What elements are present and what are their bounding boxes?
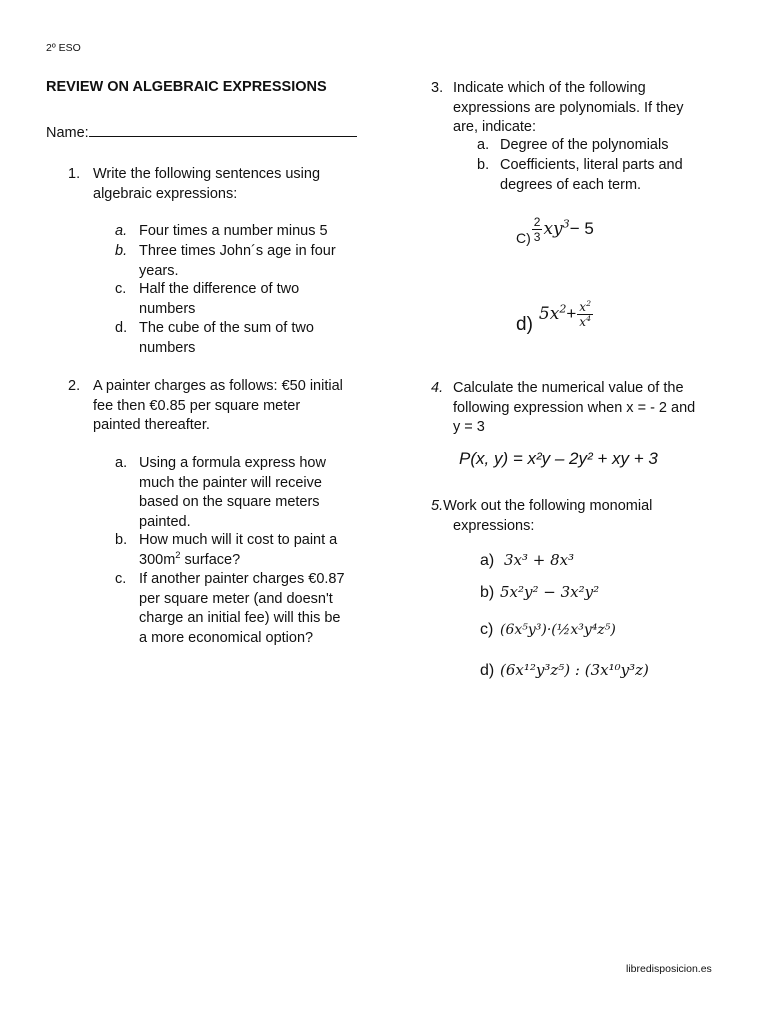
page-title: REVIEW ON ALGEBRAIC EXPRESSIONS bbox=[46, 79, 327, 95]
q1b-text: Three times John´s age in four years. bbox=[139, 243, 336, 279]
q2-text: A painter charges as follows: €50 initial fee then €0.85 per square meter painted thereafter. bbox=[93, 378, 343, 433]
q2c-text: If another painter charges €0.87 per square meter (and doesn't charge an initial fee) will this be a more economical option? bbox=[139, 571, 345, 646]
q2b-text: How much will it cost to paint a $300m^2$ surface? bbox=[139, 532, 338, 568]
q5-item-a: a) 3x³ + 8x³ bbox=[480, 551, 575, 569]
q2-number: 2. bbox=[68, 378, 81, 394]
q3-number: 3. bbox=[431, 80, 444, 96]
q5-text: 5.Work out the following monomial expressions: bbox=[431, 498, 653, 534]
course-label: 2º ESO bbox=[46, 42, 81, 54]
name-field bbox=[46, 122, 357, 141]
q4-number: 4. bbox=[431, 380, 444, 396]
q5-item-d: d) (6x¹²y³z⁵) : (3x¹⁰y³z) bbox=[480, 661, 649, 679]
q1b-letter: b. bbox=[115, 243, 128, 259]
q1c-letter: c. bbox=[115, 281, 127, 297]
name-label: Name: bbox=[46, 125, 89, 141]
q4-formula: P(x, y) = x²y – 2y² + xy + 3 bbox=[459, 449, 658, 468]
q2a-letter: a. bbox=[115, 455, 128, 471]
name-blank-line bbox=[89, 122, 357, 137]
q4-text: Calculate the numerical value of the following expression when x = - 2 and y = 3 bbox=[453, 380, 696, 435]
q5-number: 5. bbox=[431, 498, 444, 514]
q1c-text: Half the difference of two numbers bbox=[139, 281, 300, 317]
q5-item-b: b) 5x²y² − 3x²y² bbox=[480, 583, 600, 601]
q1d-letter: d. bbox=[115, 320, 128, 336]
q1a-text: Four times a number minus 5 bbox=[139, 223, 328, 239]
q1-text: Write the following sentences using algebraic expressions: bbox=[93, 166, 321, 202]
q2c-letter: c. bbox=[115, 571, 127, 587]
q3b-letter: b. bbox=[477, 157, 490, 173]
q3-expression-d: d) $5x^2$ + $\frac{x^2}{x^4}$ bbox=[516, 298, 592, 335]
q2b-letter: b. bbox=[115, 532, 128, 548]
footer-site: libredisposicion.es bbox=[626, 963, 712, 975]
q3-expression-c: C) $\frac{2}{3}$ $xy^3$ − 5 bbox=[516, 214, 594, 246]
q3-text: Indicate which of the following expressions are polynomials. If they are, indicate: bbox=[453, 80, 684, 135]
q1a-letter: a. bbox=[115, 223, 128, 239]
q5-item-c: c) (6x⁵y³)·(½x³y⁴z⁵) bbox=[480, 621, 616, 638]
q3a-text: Degree of the polynomials bbox=[500, 137, 669, 153]
q3a-letter: a. bbox=[477, 137, 490, 153]
q2a-text: Using a formula express how much the painter will receive based on the square meters painted. bbox=[139, 455, 326, 530]
q1-number: 1. bbox=[68, 166, 81, 182]
q3b-text: Coefficients, literal parts and degrees of each term. bbox=[500, 157, 683, 193]
q1d-text: The cube of the sum of two numbers bbox=[139, 320, 314, 356]
